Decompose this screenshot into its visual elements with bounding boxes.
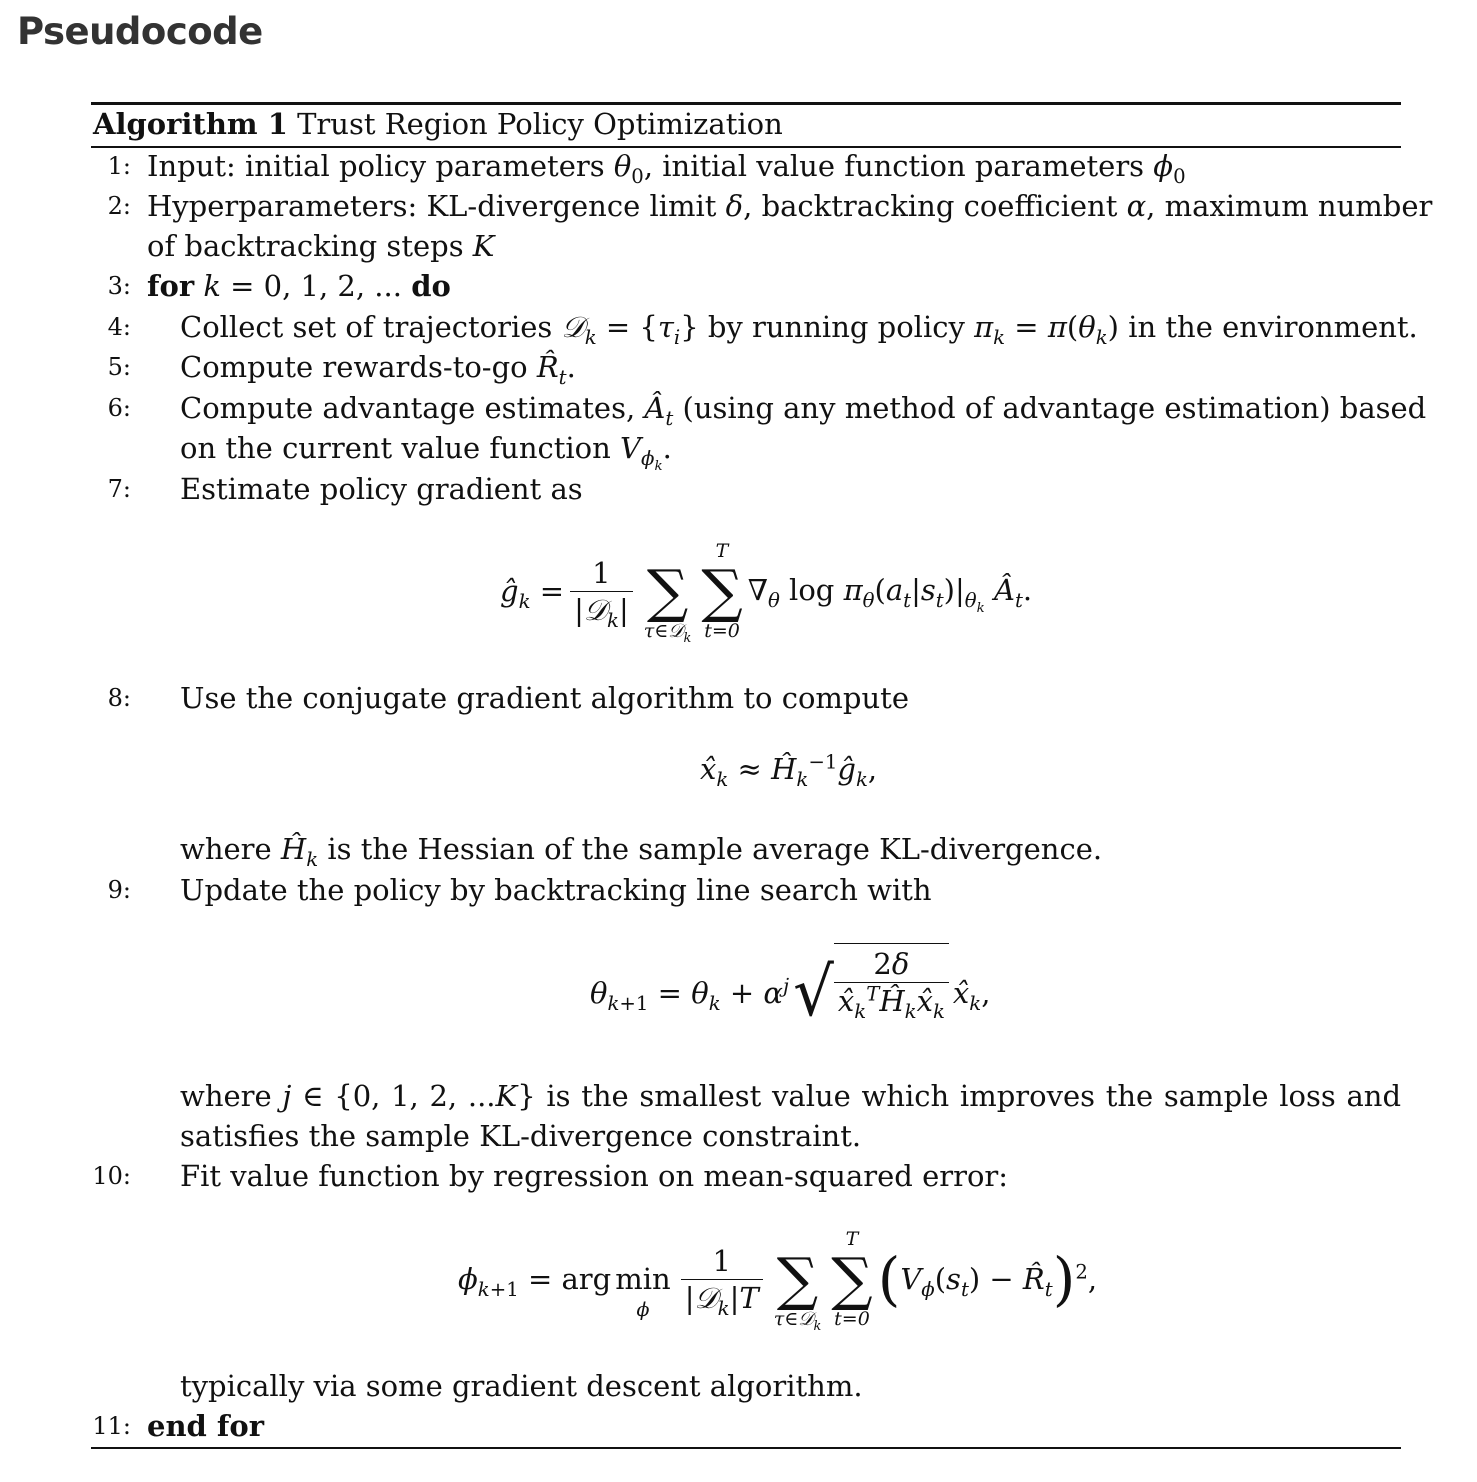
algorithm-label: Algorithm 1	[93, 107, 288, 141]
line-number: 8:	[107, 684, 131, 712]
line-text: where j ∈ {0, 1, 2, ...K} is the smallest value which improves the sample loss and	[180, 1079, 1402, 1113]
line-number: 5:	[107, 353, 131, 381]
policy-gradient-equation: $ĝ_k$ = $\frac{1}{|𝒟_k|}$ ∑ τ∈𝒟$_k$ T ∑ t=0 $\nabla_\theta$ $\log \pi_\theta(a_t|s_t)|_{\theta_k}$ $Â_t$.	[500, 540, 1033, 646]
line-text: for k = 0, 1, 2, ... do	[147, 269, 451, 303]
line-text: Hyperparameters: KL-divergence limit δ, backtracking coefficient α, maximum number	[147, 189, 1433, 223]
line-text: Compute advantage estimates, $Â_t$ (using any method of advantage estimation) based	[180, 391, 1427, 430]
line-number: 10:	[92, 1162, 131, 1190]
line-number: 1:	[107, 152, 131, 180]
line-text: typically via some gradient descent algorithm.	[180, 1369, 863, 1403]
line-number: 2:	[107, 192, 131, 220]
line-text: Collect set of trajectories 𝒟$_k$ = $\{\tau_i\}$ by running policy $\pi_k = \pi(\theta_k)$ in the environment.	[180, 310, 1418, 349]
line-text: Use the conjugate gradient algorithm to compute	[180, 681, 909, 715]
line-text: of backtracking steps K	[147, 229, 495, 263]
line-text: on the current value function $V_{\phi_k}$.	[180, 431, 672, 474]
line-number: 6:	[107, 394, 131, 422]
algorithm-bottom-rule	[91, 1447, 1401, 1449]
conjugate-gradient-equation: $x̂_k$ ≈ $Ĥ_k^{-1}ĝ_k$,	[700, 750, 878, 791]
value-regression-equation: $\phi_{k+1}$ = arg min ϕ $\frac{1}{|𝒟_k|T}$ ∑ τ∈𝒟$_k$ T ∑ t=0 ( $V_\phi(s_t)$ − $R̂_t$ ) $^2$,	[458, 1228, 1098, 1334]
line-number: 4:	[107, 313, 131, 341]
line-search-equation: $\theta_{k+1} = \theta_k + \alpha^j$ √ $\frac{2\delta}{x̂_k^TĤ_kx̂_k}$ $x̂_k$,	[590, 943, 990, 1043]
algorithm-title	[93, 104, 783, 144]
page-heading: Pseudocode	[17, 10, 263, 53]
line-text: Fit value function by regression on mean-squared error:	[180, 1159, 1009, 1193]
line-text: Estimate policy gradient as	[180, 472, 583, 506]
line-number: 3:	[107, 272, 131, 300]
line-number: 9:	[107, 876, 131, 904]
line-number: 7:	[107, 475, 131, 503]
line-text: end for	[147, 1409, 265, 1443]
line-number: 11:	[92, 1412, 131, 1440]
line-text: Compute rewards-to-go $R̂_t$.	[180, 350, 576, 389]
line-text: satisfies the sample KL-divergence constraint.	[180, 1119, 862, 1153]
line-text: Input: initial policy parameters $\theta_0$, initial value function parameters $\phi_0$	[147, 149, 1186, 188]
line-text: Update the policy by backtracking line search with	[180, 873, 932, 907]
line-text: where $Ĥ_k$ is the Hessian of the sample average KL-divergence.	[180, 832, 1103, 871]
algorithm-name: Trust Region Policy Optimization	[297, 107, 783, 141]
